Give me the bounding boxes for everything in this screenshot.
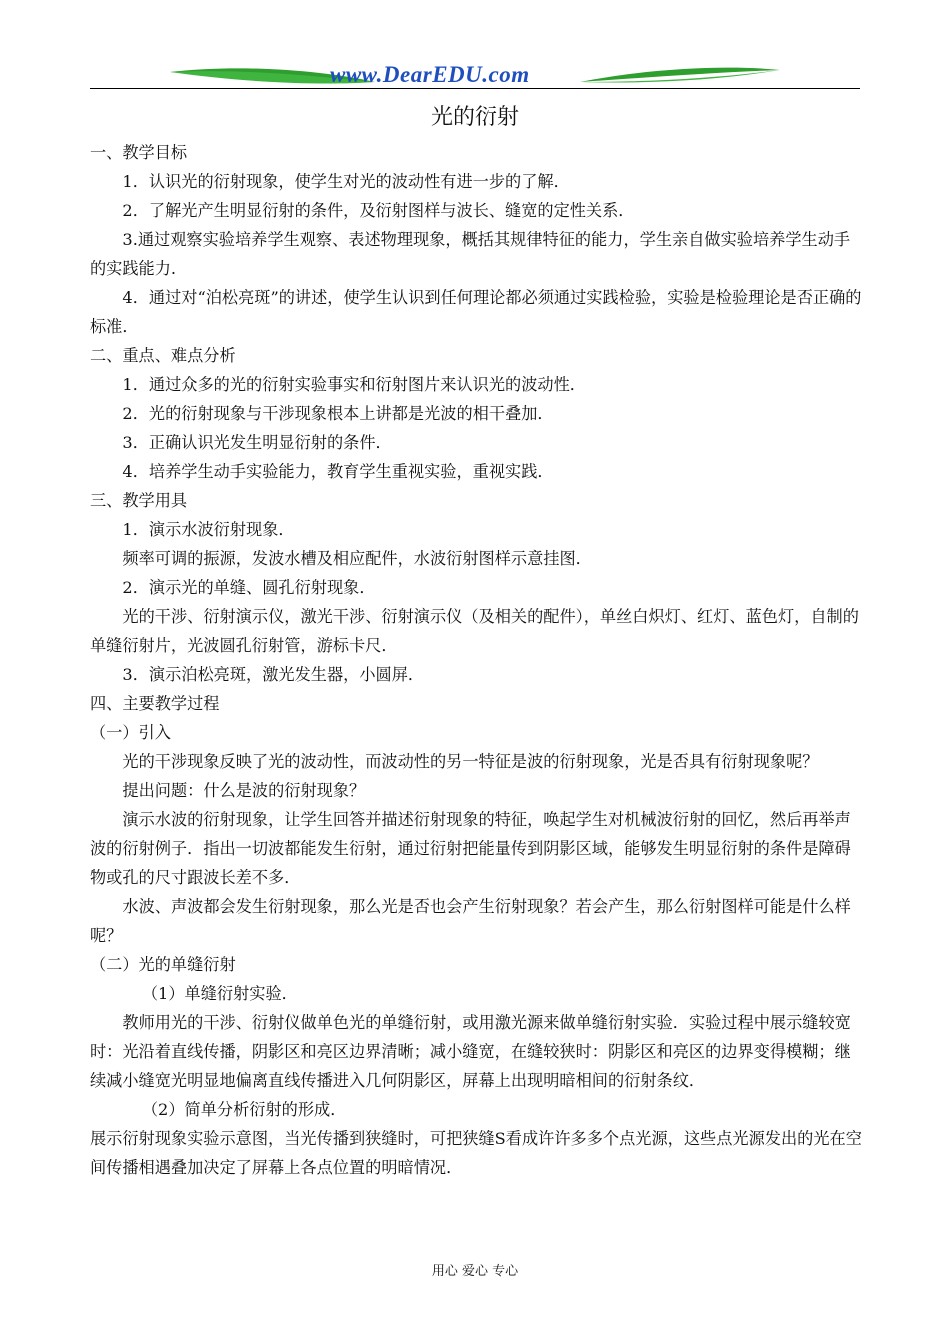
paragraph: 1．认识光的衍射现象，使学生对光的波动性有进一步的了解． xyxy=(122,172,570,191)
paragraph: 4．通过对“泊松亮斑”的讲述，使学生认识到任何理论都必须通过实践检验，实验是检验理论是否正确的标准． xyxy=(90,288,862,336)
paragraph: 3．正确认识光发生明显衍射的条件． xyxy=(122,433,392,452)
paragraph: 一、教学目标 xyxy=(90,143,188,162)
paragraph: 教师用光的干涉、衍射仪做单色光的单缝衍射，或用激光源来做单缝衍射实验．实验过程中展示缝较宽时：光沿着直线传播，阴影区和亮区边界清晰；减小缝宽，在缝较狭时：阴影区和亮区的边界变得模糊；继续减小缝宽光明显地偏离直线传播进入几何阴影区，屏幕上出现明暗相间的衍射条纹． xyxy=(90,1013,851,1090)
paragraph: 提出问题：什么是波的衍射现象？ xyxy=(122,781,366,800)
paragraph: 2．了解光产生明显衍射的条件，及衍射图样与波长、缝宽的定性关系． xyxy=(122,201,635,220)
paragraph: 3．演示泊松亮斑，激光发生器，小圆屏． xyxy=(122,665,425,684)
page-title: 光的衍射 xyxy=(430,105,519,130)
paragraph: 展示衍射现象实验示意图，当光传播到狭缝时，可把狭缝S看成许许多多个点光源，这些点光源发出的光在空间传播相遇叠加决定了屏幕上各点位置的明暗情况． xyxy=(90,1129,862,1177)
paragraph: 频率可调的振源，发波水槽及相应配件，水波衍射图样示意挂图． xyxy=(122,549,592,568)
paragraph: 演示水波的衍射现象，让学生回答并描述衍射现象的特征，唤起学生对机械波衍射的回忆，然后再举声波的衍射例子．指出一切波都能发生衍射，通过衍射把能量传到阴影区域，能够发生明显衍射的条件是障碍物或孔的尺寸跟波长差不多． xyxy=(90,810,851,887)
paragraph: 光的干涉、衍射演示仪，激光干涉、衍射演示仪（及相关的配件），单丝白炽灯、红灯、蓝色灯，自制的单缝衍射片，光波圆孔衍射管，游标卡尺． xyxy=(90,607,859,655)
paragraph: 2．光的衍射现象与干涉现象根本上讲都是光波的相干叠加． xyxy=(122,404,554,423)
header-rule xyxy=(90,88,860,89)
paragraph: 4．培养学生动手实验能力，教育学生重视实验，重视实践． xyxy=(122,462,554,481)
paragraph: 3.通过观察实验培养学生观察、表述物理现象，概括其规律特征的能力，学生亲自做实验培养学生动手的实践能力. xyxy=(90,230,851,278)
paragraph: 四、主要教学过程 xyxy=(90,694,220,713)
paragraph: 2．演示光的单缝、圆孔衍射现象． xyxy=(122,578,376,597)
paragraph: 二、重点、难点分析 xyxy=(90,346,236,365)
paragraph: 水波、声波都会发生衍射现象，那么光是否也会产生衍射现象？若会产生，那么衍射图样可能是什么样呢？ xyxy=(90,897,851,945)
paragraph: 1．演示水波衍射现象． xyxy=(122,520,295,539)
document-body xyxy=(90,138,862,1182)
site-logo-text: www.DearEDU.com xyxy=(330,62,530,87)
paragraph: 三、教学用具 xyxy=(90,491,188,510)
paragraph: 1．通过众多的光的衍射实验事实和衍射图片来认识光的波动性． xyxy=(122,375,586,394)
paragraph: （一）引入 xyxy=(90,723,171,742)
paragraph: 光的干涉现象反映了光的波动性，而波动性的另一特征是波的衍射现象，光是否具有衍射现象呢？ xyxy=(122,752,819,771)
page-footer: 用心 爱心 专心 xyxy=(431,1264,519,1279)
paragraph: （二）光的单缝衍射 xyxy=(90,955,236,974)
paragraph: （1）单缝衍射实验． xyxy=(141,984,298,1003)
paragraph: （2）简单分析衍射的形成． xyxy=(141,1100,347,1119)
